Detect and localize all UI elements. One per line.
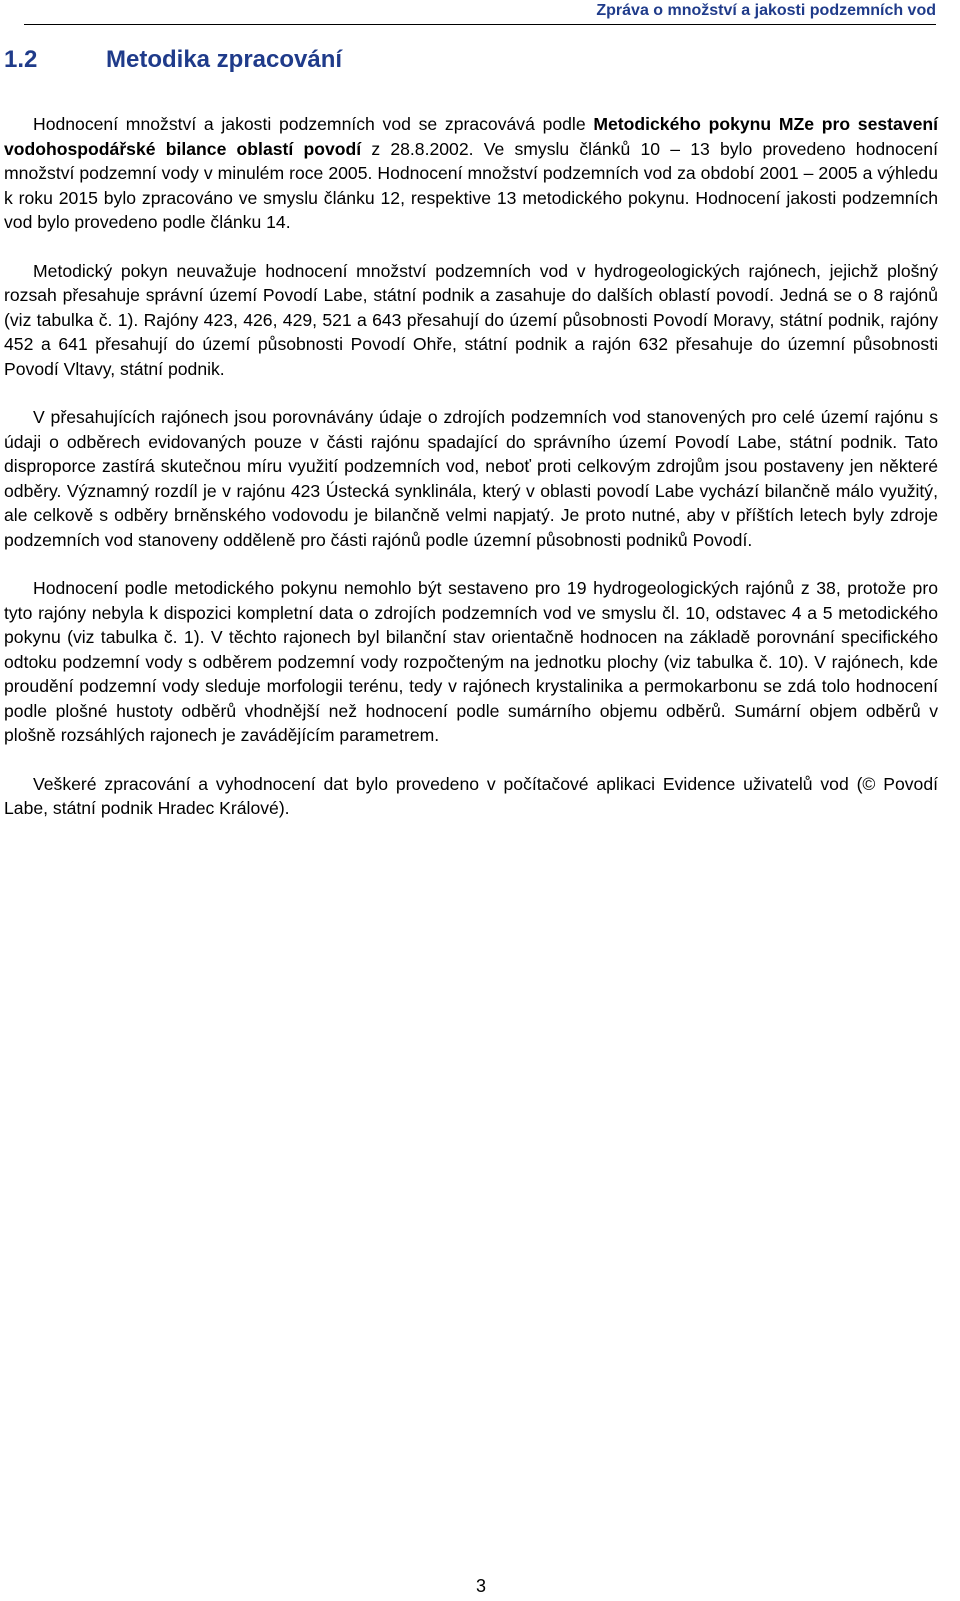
- section-heading: [4, 46, 342, 74]
- section-number: 1.2: [4, 46, 38, 73]
- paragraph-methodology-rest: z 28.8.2002. Ve smyslu článků 10 – 13 bylo provedeno hodnocení množství podzemní vody v minulém roce 2005. Hodnocení množství podzemních vod za období 2001 – 2005 a výhledu k roku 2015 bylo zpracováno ve smyslu článku 12, respektive 13 metodického pokynu. Hodnocení jakosti podzemních vod bylo provedeno podle článku 14.: [4, 138, 938, 232]
- section-title: Metodika zpracování: [106, 46, 343, 73]
- paragraph-methodology-intro: Hodnocení množství a jakosti podzemních vod se zpracovává podle: [33, 114, 594, 134]
- paragraph-application: Veškeré zpracování a vyhodnocení dat bylo provedeno v počítačové aplikaci Evidence uživatelů vod (© Povodí Labe, státní podnik Hradec Králové).: [4, 773, 938, 818]
- document-body: [4, 112, 938, 845]
- paragraph-disproportion: V přesahujících rajónech jsou porovnávány údaje o zdrojích podzemních vod stanovených pro celé území rajónu s údaji o odběrech evidovaných pouze v části rajónu spadající do správního území Povodí Labe, státní podnik. Tato disproporce zastírá skutečnou míru využití podzemních vod, neboť proti celkovým zdrojům jsou postaveny jen některé odběry. Významný rozdíl je v rajónu 423 Ústecká synklinála, který v oblasti povodí Labe vychází bilančně málo využitý, ale celkově s odběry brněnského vodovodu je bilančně velmi napjatý. Je proto nutné, aby v příštích letech byly zdroje podzemních vod stanoveny odděleně pro části rajónů podle územní působnosti podniků Povodí.: [4, 407, 938, 550]
- paragraph-overlapping-regions: Metodický pokyn neuvažuje hodnocení množství podzemních vod v hydrogeologických rajónech, jejichž plošný rozsah přesahuje správní území Povodí Labe, státní podnik a zasahuje do dalších oblastí povodí. Jedná se o 8 rajónů (viz tabulka č. 1). Rajóny 423, 426, 429, 521 a 643 přesahují do území působnosti Povodí Moravy, státní podnik, rajóny 452 a 641 přesahují do území působnosti Povodí Ohře, státní podnik a rajón 632 přesahuje do územní působnosti Povodí Vltavy, státní podnik.: [4, 260, 938, 379]
- page-number: 3: [476, 1576, 487, 1596]
- paragraph-incomplete-data: Hodnocení podle metodického pokynu nemohlo být sestaveno pro 19 hydrogeologických rajónů z 38, protože pro tyto rajóny nebyla k dispozici kompletní data o zdrojích podzemních vod ve smyslu čl. 10, odstavec 4 a 5 metodického pokynu (viz tabulka č. 1). V těchto rajonech byl bilanční stav orientačně hodnocen na základě porovnání specifického odtoku podzemní vody s odběrem podzemní vody rozpočteným na jednotku plochy (viz tabulka č. 10). V rajónech, kde proudění podzemní vody sleduje morfologii terénu, tedy v rajónech krystalinika a permokarbonu se zdá tolo hodnocení podle plošné hustoty odběrů vhodnější než hodnocení podle sumárního objemu odběrů. Sumární objem odběrů v plošně rozsáhlých rajonech je zavádějícím parametrem.: [4, 578, 938, 745]
- paragraph-methodology: [4, 112, 938, 235]
- methodology-guideline-name: Metodického pokynu MZe pro sestavení vodohospodářské bilance oblastí povodí: [4, 114, 938, 159]
- header-divider: [24, 24, 936, 25]
- document-header-title: Zpráva o množství a jakosti podzemních vod: [596, 2, 936, 19]
